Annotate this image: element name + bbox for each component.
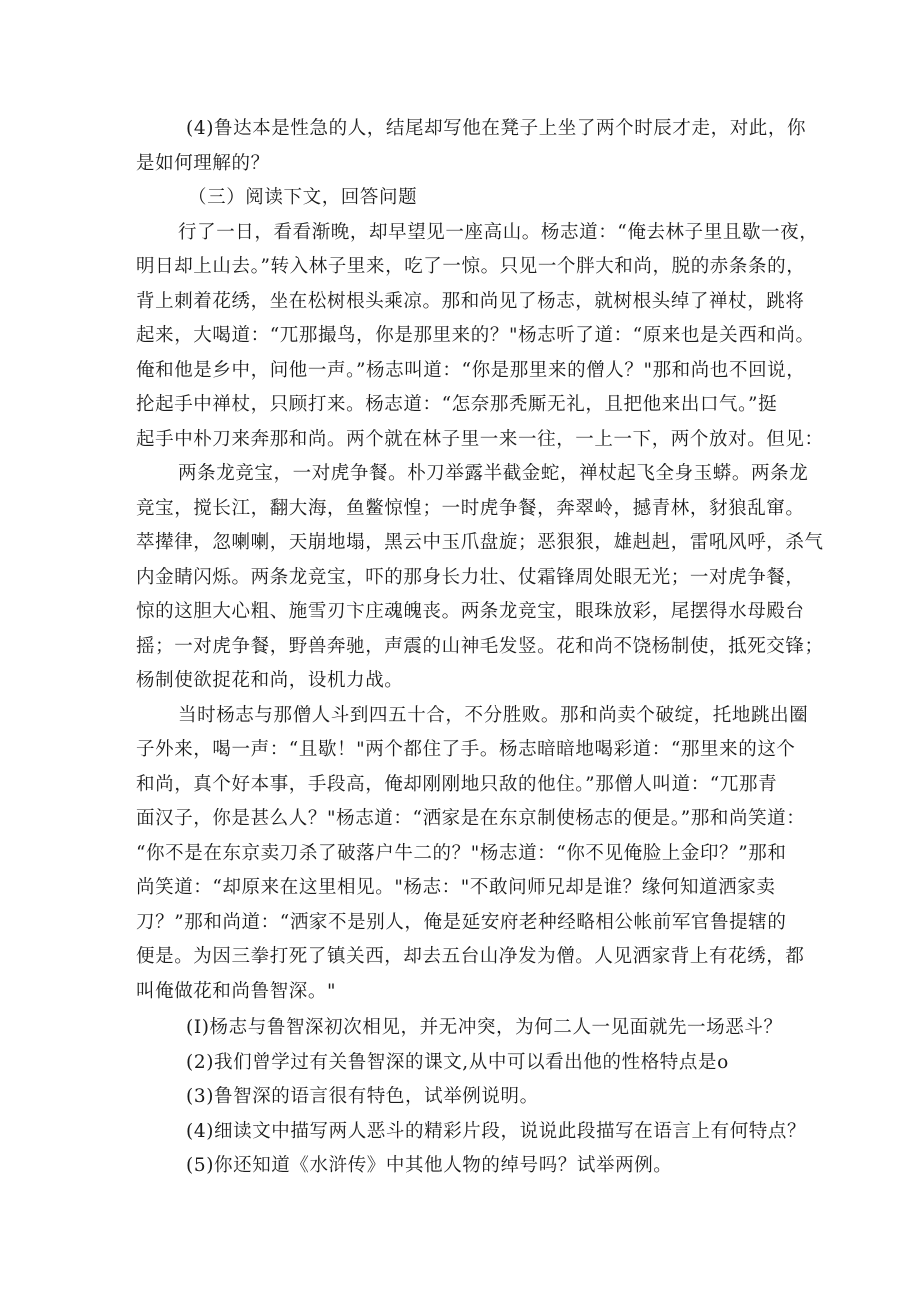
text-line: 萃撵律，忽喇喇，天崩地塌，黑云中玉爪盘旋；恶狠狠，雄赳赳，雷吼风呼，杀气 bbox=[136, 532, 824, 553]
text-line: 和尚，真个好本事，手段高，俺却刚刚地只敌的他住。”那僧人叫道：“兀那青 bbox=[136, 773, 778, 795]
text-line: 摇；一对虎争餐，野兽奔驰，声震的山神毛发竖。花和尚不饶杨制使，抵死交锋； bbox=[136, 635, 824, 657]
question-1: (I)杨志与鲁智深初次相见，并无冲突，为何二人一见面就先一场恶斗？ bbox=[186, 1017, 783, 1038]
text-line: “你不是在东京卖刀杀了破落户牛二的？"杨志道：“你不见俺脸上金印？”那和 bbox=[136, 842, 787, 864]
prev-question-4 bbox=[136, 112, 807, 181]
text-line: (4)鲁达本是性急的人，结尾却写他在凳子上坐了两个时辰才走，对此，你 bbox=[186, 118, 807, 139]
text-line: 明日却上山去。”转入林子里来，吃了一惊。只见一个胖大和尚，脱的赤条条的， bbox=[136, 256, 806, 277]
text-line: 刀？”那和尚道：“洒家不是别人，俺是延安府老种经略相公帐前军官鲁提辖的 bbox=[136, 911, 787, 933]
text-line: 抡起手中禅杖，只顾打来。杨志道：“怎奈那秃厮无礼，且把他来出口气。”挺 bbox=[136, 394, 778, 415]
text-line: 行了一日，看看渐晚，却早望见一座高山。杨志道：“俺去林子里且歇一夜， bbox=[178, 221, 819, 243]
text-line: 竞宝，搅长江，翻大海，鱼鳖惊惶；一时虎争餐，奔翠岭，撼青林，豺狼乱窜。 bbox=[136, 497, 805, 519]
question-2: (2)我们曾学过有关鲁智深的课文,从中可以看出他的性格特点是o bbox=[186, 1051, 729, 1073]
text-line: 是如何理解的？ bbox=[136, 152, 270, 174]
text-line: 杨制使欲捉花和尚，设机力战。 bbox=[136, 670, 404, 691]
text-line: 子外来，喝一声：“且歇！"两个都住了手。杨志暗暗地喝彩道：“那里来的这个 bbox=[136, 739, 796, 760]
text-line: 两条龙竞宝，一对虎争餐。朴刀举露半截金蛇，禅杖起飞全身玉蟒。两条龙 bbox=[178, 463, 809, 484]
text-line: 面汉子，你是甚么人？"杨志道：“洒家是在东京制使杨志的便是。”那和尚笑道： bbox=[136, 808, 806, 829]
text-line: 俺和他是乡中，问他一声。”杨志叫道：“你是那里来的僧人？"那和尚也不回说， bbox=[136, 359, 806, 381]
passage-paragraph-1 bbox=[136, 216, 824, 458]
text-line: 内金睛闪烁。两条龙竞宝，吓的那身长力壮、仗霜锋周处眼无光；一对虎争餐， bbox=[136, 566, 805, 588]
question-list bbox=[136, 1011, 807, 1184]
text-line: 起来，大喝道：“兀那撮鸟，你是那里来的？"杨志听了道：“原来也是关西和尚。 bbox=[136, 325, 815, 346]
passage-paragraph-3 bbox=[136, 699, 809, 1010]
question-5: (5)你还知道《水浒传》中其他人物的绰号吗？试举两例。 bbox=[186, 1155, 673, 1176]
text-line: 尚笑道：“却原来在这里相见。"杨志："不敢问师兄却是谁？缘何知道洒家卖 bbox=[136, 877, 776, 898]
text-line: 背上刺着花绣，坐在松树根头乘凉。那和尚见了杨志，就树根头绰了禅杖，跳将 bbox=[136, 290, 805, 312]
question-4: (4)细读文中描写两人恶斗的精彩片段，说说此段描写在语言上有何特点？ bbox=[186, 1120, 807, 1142]
text-line: 起手中朴刀来奔那和尚。两个就在林子里一来一往，一上一下，两个放对。但见： bbox=[136, 428, 824, 450]
section-title: （三）阅读下文，回答问题 bbox=[188, 187, 418, 208]
text-line: 当时杨志与那僧人斗到四五十合，不分胜败。那和尚卖个破绽，托地跳出圈 bbox=[178, 704, 809, 726]
text-line: 叫俺做花和尚鲁智深。" bbox=[136, 980, 337, 1002]
text-line: 惊的这胆大心粗、施雪刃卞庄魂魄丧。两条龙竞宝，眼珠放彩，尾摆得水母殿台 bbox=[136, 601, 805, 622]
text-line: 便是。为因三拳打死了镇关西，却去五台山净发为僧。人见洒家背上有花绣，都 bbox=[136, 946, 805, 967]
passage-paragraph-2 bbox=[136, 457, 824, 699]
question-3: (3)鲁智深的语言很有特色，试举例说明。 bbox=[186, 1086, 539, 1107]
document-content bbox=[136, 112, 824, 1184]
